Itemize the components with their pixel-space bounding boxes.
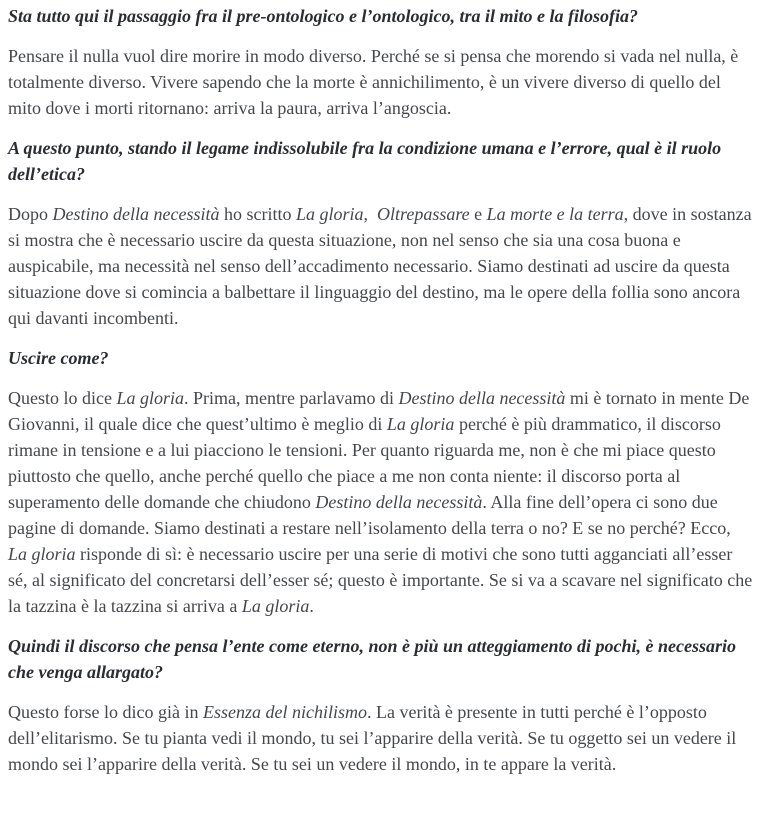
text-segment: Sta tutto qui il passaggio fra il pre-ontologico e l’ontologico, tra il mito e la filosofia? <box>8 6 639 26</box>
book-title: La morte e la terra <box>486 204 624 224</box>
text-segment: mi è tornato in mente De Giovanni, il quale dice che quest’ultimo è meglio di <box>8 388 754 434</box>
book-title: La gloria <box>295 204 364 224</box>
text-segment: . Alla fine dell’opera ci sono due pagine di domande. Siamo destinati a restare nell’isolamento della terra o no? E se no perché? Ecco, <box>8 492 736 538</box>
interview-question <box>8 3 754 29</box>
text-segment: A questo punto, stando il legame indissolubile fra la condizione umana e l’errore, qual è il ruolo dell’etica? <box>8 138 726 184</box>
interview-question <box>8 345 754 371</box>
book-title: La gloria <box>8 544 76 564</box>
interview-answer <box>8 385 757 619</box>
text-segment: . Prima, mentre parlavamo di <box>184 388 399 408</box>
interview-answer <box>8 699 754 777</box>
text-segment: perché è più drammatico, il discorso rimane in tensione e a lui piacciono le tensioni. Per quanto riguarda me, non è che mi piace questo piuttosto che quello, anche perché quello che piace a me non conta niente: il discorso porta al superamento delle domande che chiudono <box>8 414 726 512</box>
book-title: La gloria <box>241 596 310 616</box>
book-title: Oltrepassare <box>377 204 470 224</box>
interview-question <box>8 135 754 187</box>
text-segment: Uscire come? <box>8 348 109 368</box>
text-segment: Questo forse lo dico già in <box>8 702 203 722</box>
text-segment: , dove in sostanza si mostra che è necessario uscire da questa situazione, non nel senso che sia una cosa buona e auspicabile, ma necessità nel senso dell’accadimento necessario. Siamo destinati ad uscire da questa situazione dove si comincia a balbettare il linguaggio del destino, ma le opere della follia sono ancora qui davanti incombenti. <box>8 204 757 328</box>
text-segment: risponde di sì: è necessario uscire per una serie di motivi che sono tutti agganciati all’esser sé, al significato del concretarsi dell’esser sé; questo è importante. Se si va a scavare nel significato che la tazzina è la tazzina si arriva a <box>8 544 757 616</box>
text-segment: . La verità è presente in tutti perché è l’opposto dell’elitarismo. Se tu pianta vedi il mondo, tu sei l’apparire della verità. Se tu oggetto sei un vedere il mondo sei l’apparire della verità. Se tu sei un vedere il mondo, in te appare la verità. <box>8 702 741 774</box>
book-title: Destino della necessità <box>398 388 566 408</box>
book-title: La gloria <box>116 388 185 408</box>
interview-answer <box>8 201 757 331</box>
book-title: Essenza del nichilismo <box>202 702 367 722</box>
text-segment: Pensare il nulla vuol dire morire in modo diverso. Perché se si pensa che morendo si vada nel nulla, è totalmente diverso. Vivere sapendo che la morte è annichilimento, è un vivere diverso di quello del mito dove i morti ritornano: arriva la paura, arriva l’angoscia. <box>8 46 743 118</box>
book-title: La gloria <box>386 414 455 434</box>
interview-question <box>8 633 754 685</box>
text-segment: Quindi il discorso che pensa l’ente come eterno, non è più un atteggiamento di pochi, è necessario che venga allargato? <box>8 636 741 682</box>
text-segment: . <box>309 596 314 616</box>
text-segment: e <box>469 204 487 224</box>
text-segment: Dopo <box>8 204 53 224</box>
text-segment: Questo lo dice <box>8 388 117 408</box>
interview-answer <box>8 43 754 121</box>
text-segment: ho scritto <box>219 204 296 224</box>
book-title: Destino della necessità <box>315 492 483 512</box>
book-title: Destino della necessità <box>52 204 220 224</box>
text-segment: , <box>363 204 377 224</box>
